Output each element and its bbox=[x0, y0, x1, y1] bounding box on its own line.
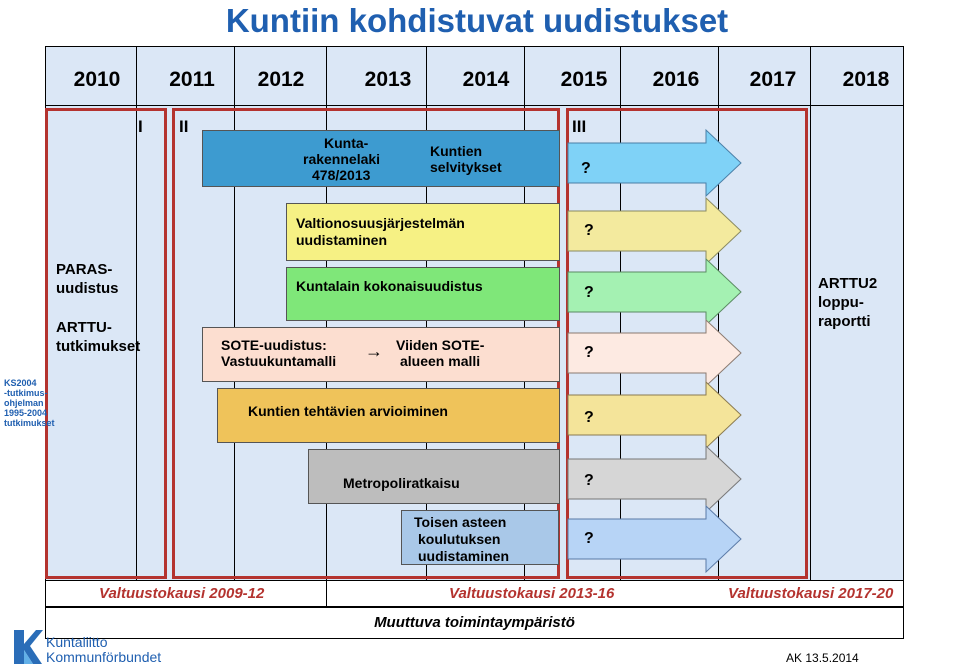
question-mark: ? bbox=[584, 409, 594, 426]
environment-label: Muuttuva toimintaympäristö bbox=[374, 614, 575, 631]
logo-line-2: Kommunförbundet bbox=[46, 649, 162, 665]
bar-kuntarakennelaki bbox=[202, 130, 560, 187]
year-2010: 2010 bbox=[73, 68, 121, 91]
bar-text: Valtionosuusjärjestelmän bbox=[296, 215, 465, 231]
bar-metropoli bbox=[308, 449, 560, 504]
phase-2-label: II bbox=[179, 117, 189, 136]
year-2017: 2017 bbox=[749, 68, 797, 91]
author-date: AK 13.5.2014 bbox=[786, 651, 859, 665]
bar-text: Kunta- bbox=[324, 135, 369, 151]
phase-3-label: III bbox=[572, 117, 587, 136]
arttu-line-1: ARTTU- bbox=[56, 319, 112, 336]
ks-note-line: tutkimukset bbox=[4, 418, 55, 428]
bar-valtionosuus bbox=[286, 203, 560, 261]
bar-toinen-aste bbox=[401, 510, 559, 565]
bar-text: selvitykset bbox=[430, 159, 502, 175]
bar-text: SOTE-uudistus: bbox=[221, 337, 327, 353]
kuntaliitto-logo-text bbox=[46, 635, 161, 665]
question-mark: ? bbox=[584, 472, 594, 489]
bar-text: Kuntien tehtävien arvioiminen bbox=[248, 403, 448, 419]
header-divider bbox=[45, 105, 904, 106]
year-2015: 2015 bbox=[560, 68, 608, 91]
page-title: Kuntiin kohdistuvat uudistukset bbox=[225, 2, 729, 39]
ks-note-line: -tutkimus- bbox=[4, 388, 48, 398]
bar-tehtavat bbox=[217, 388, 560, 443]
bar-text: rakennelaki bbox=[303, 151, 381, 167]
paras-line-2: uudistus bbox=[56, 280, 119, 297]
period-2017-20: Valtuustokausi 2017-20 bbox=[728, 585, 894, 602]
question-mark: ? bbox=[581, 160, 591, 177]
year-2012: 2012 bbox=[257, 68, 305, 91]
arrow-kuntarakenne bbox=[567, 128, 745, 200]
logo-line-1: Kuntaliitto bbox=[46, 634, 108, 650]
question-mark: ? bbox=[584, 284, 594, 301]
year-2013: 2013 bbox=[364, 68, 412, 91]
arttu2-line-3: raportti bbox=[818, 313, 871, 330]
arttu2-line-2: loppu- bbox=[818, 294, 864, 311]
year-2014: 2014 bbox=[462, 68, 510, 91]
bar-text: Viiden SOTE- bbox=[396, 337, 485, 353]
year-2011: 2011 bbox=[169, 68, 215, 91]
arttu-label bbox=[56, 318, 140, 356]
ks2004-note bbox=[4, 378, 55, 428]
bar-text: Toisen asteen bbox=[414, 514, 507, 530]
period-2013-16: Valtuustokausi 2013-16 bbox=[449, 585, 615, 602]
arttu2-line-1: ARTTU2 bbox=[818, 275, 878, 292]
ks-note-line: 1995-2004 bbox=[4, 408, 48, 418]
arrow-right-icon: → bbox=[365, 341, 383, 361]
ks-note-line: ohjelman bbox=[4, 398, 44, 408]
period-2009-12: Valtuustokausi 2009-12 bbox=[99, 585, 265, 602]
bar-kuntalaki bbox=[286, 267, 560, 321]
bar-text: Vastuukuntamalli bbox=[221, 353, 337, 369]
bar-text: Kuntien bbox=[430, 143, 483, 159]
phase-1-label: I bbox=[138, 117, 143, 136]
grid-line bbox=[326, 580, 327, 607]
arttu-line-2: tutkimukset bbox=[56, 338, 141, 355]
bar-text: 478/2013 bbox=[312, 167, 371, 183]
bar-text: uudistaminen bbox=[418, 548, 510, 564]
arttu2-label bbox=[818, 274, 877, 331]
question-mark: ? bbox=[584, 530, 594, 547]
bar-text: uudistaminen bbox=[296, 232, 388, 248]
paras-label bbox=[56, 260, 119, 298]
question-mark: ? bbox=[584, 222, 594, 239]
bar-text: Kuntalain kokonaisuudistus bbox=[296, 278, 483, 294]
bar-text: Metropoliratkaisu bbox=[343, 475, 460, 491]
year-2016: 2016 bbox=[652, 68, 700, 91]
bar-text: koulutuksen bbox=[418, 531, 501, 547]
bar-sote bbox=[202, 327, 560, 382]
grid-line bbox=[810, 46, 811, 580]
bar-text: alueen malli bbox=[400, 353, 481, 369]
ks-note-line: KS2004 bbox=[4, 378, 37, 388]
paras-line-1: PARAS- bbox=[56, 261, 113, 278]
kuntaliitto-logo-icon bbox=[12, 628, 44, 666]
year-2018: 2018 bbox=[842, 68, 890, 91]
question-mark: ? bbox=[584, 344, 594, 361]
